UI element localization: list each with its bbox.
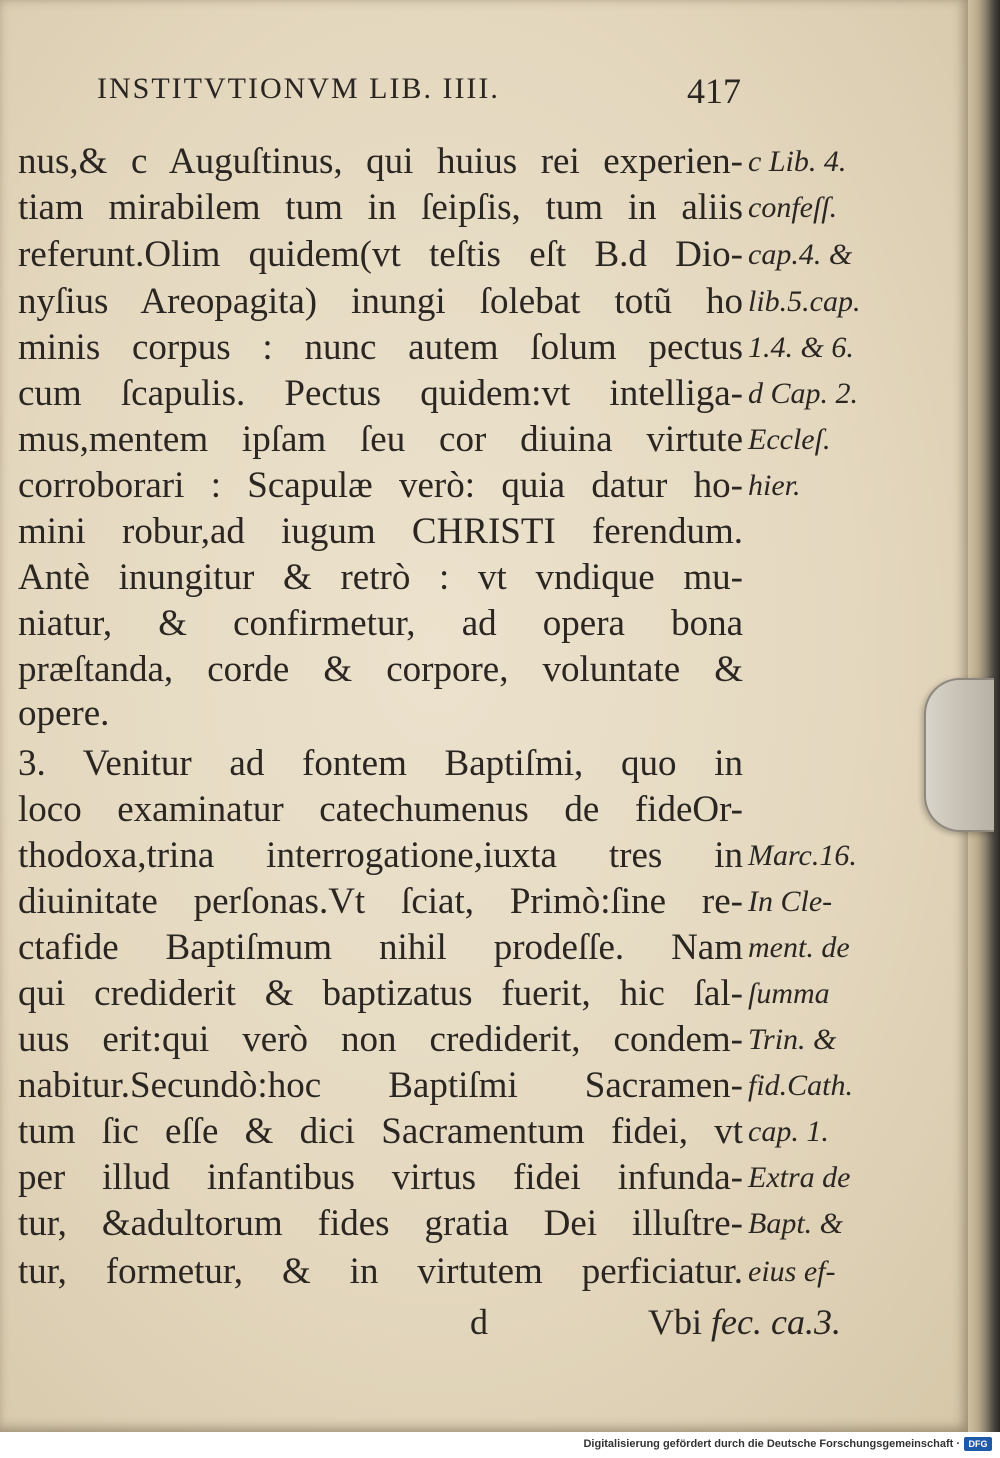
margin-note: Extra de	[748, 1161, 851, 1194]
text-line: præſtanda, corde & corpore, voluntate &	[18, 649, 743, 690]
text-line: qui crediderit & baptizatus fuerit, hic ſal-	[18, 973, 743, 1014]
margin-note: hier.	[748, 469, 801, 502]
margin-note: Eccleſ.	[748, 423, 831, 456]
margin-note: confeſſ.	[748, 191, 838, 224]
page-header	[97, 70, 757, 120]
text-line: referunt.Olim quidem(vt teſtis eſt B.d Dio-	[18, 234, 743, 275]
text-line: 3. Venitur ad fontem Baptiſmi, quo in	[18, 743, 743, 784]
margin-note: fid.Cath.	[748, 1069, 854, 1102]
text-line: mini robur,ad iugum CHRISTI ferendum.	[18, 511, 743, 552]
catchword-italic: fec. ca.3.	[711, 1302, 841, 1342]
margin-note: eius ef-	[748, 1255, 836, 1288]
text-line: tur, &adultorum fides gratia Dei illuſtre-	[18, 1203, 743, 1244]
margin-note: c Lib. 4.	[748, 145, 847, 178]
margin-note: cap. 1.	[748, 1115, 829, 1148]
margin-note: cap.4. &	[748, 238, 853, 271]
page-clip-tab	[924, 678, 994, 832]
text-line: loco examinatur catechumenus de fideOr-	[18, 789, 743, 830]
margin-note: d Cap. 2.	[748, 377, 859, 410]
text-line: opere.	[18, 693, 110, 734]
catchword	[648, 1300, 841, 1344]
margin-note: In Cle-	[748, 885, 833, 918]
margin-note: lib.5.cap.	[748, 285, 861, 318]
text-line: nyſius Areopagita) inungi ſolebat totũ ho	[18, 281, 743, 322]
text-line: tur, formetur, & in virtutem perficiatur.	[18, 1251, 743, 1292]
text-line: uus erit:qui verò non crediderit, condem-	[18, 1019, 743, 1060]
margin-note: ſumma	[748, 977, 830, 1010]
text-line: diuinitate perſonas.Vt ſciat, Primò:ſine re-	[18, 881, 743, 922]
funding-credit: Digitalisierung gefördert durch die Deutsche Forschungsgemeinschaft ·	[583, 1438, 960, 1450]
margin-note: Marc.16.	[748, 839, 857, 872]
text-line: nabitur.Secundò:hoc Baptiſmi Sacramen-	[18, 1065, 743, 1106]
signature-mark: d	[470, 1302, 488, 1342]
dfg-logo-icon: DFG	[964, 1437, 992, 1451]
text-line: thodoxa,trina interrogatione,iuxta tres in	[18, 835, 743, 876]
text-line: minis corpus : nunc autem ſolum pectus	[18, 327, 743, 368]
text-line: mus,mentem ipſam ſeu cor diuina virtute	[18, 419, 743, 460]
margin-note: 1.4. & 6.	[748, 331, 854, 364]
text-line: tiam mirabilem tum in ſeipſis, tum in aliis	[18, 187, 743, 228]
text-line: cum ſcapulis. Pectus quidem:vt intelliga-	[18, 373, 743, 414]
text-line: ctafide Baptiſmum nihil prodeſſe. Nam	[18, 927, 743, 968]
text-line: Antè inungitur & retrò : vt vndique mu-	[18, 557, 743, 598]
running-title: INSTITVTIONVM LIB. IIII.	[97, 72, 500, 105]
text-line: per illud infantibus virtus fidei infunda-	[18, 1157, 743, 1198]
margin-note: Trin. &	[748, 1023, 837, 1056]
margin-note: ment. de	[748, 931, 850, 964]
page-number: 417	[687, 71, 741, 111]
footer-bar	[0, 1432, 1000, 1458]
text-line: tum ſic eſſe & dici Sacramentum fidei, vt	[18, 1111, 743, 1152]
text-line: corroborari : Scapulæ verò: quia datur ho-	[18, 465, 743, 506]
catchword-roman: Vbi	[648, 1302, 702, 1342]
margin-note: Bapt. &	[748, 1207, 843, 1240]
text-line: nus,& c Auguſtinus, qui huius rei experien-	[18, 141, 743, 182]
text-line: niatur, & confirmetur, ad opera bona	[18, 603, 743, 644]
